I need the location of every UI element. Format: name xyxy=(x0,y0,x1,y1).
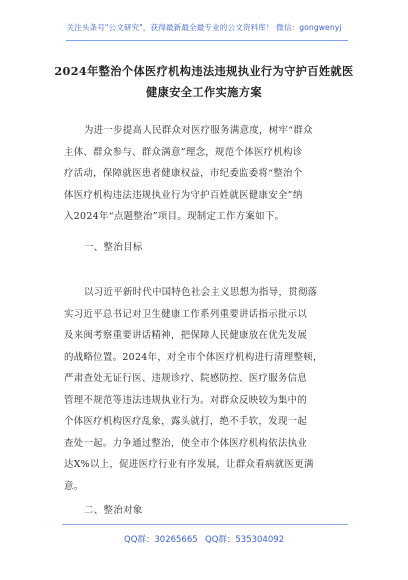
paragraph-line: 意。 xyxy=(64,480,84,492)
paragraph-line: 达X%以上，促进医疗行业有序发展，让群众看病就医更满 xyxy=(64,459,314,470)
paragraph-line: 以习近平新时代中国特色社会主义思想为指导，贯彻落 xyxy=(84,287,318,298)
paragraph-line: 为进一步提高人民群众对医疗服务满意度，树牢“群众 xyxy=(84,125,313,136)
footer-qq-group-2: QQ群：535304092 xyxy=(205,535,285,545)
section-heading-goals: 一、整治目标 xyxy=(84,242,143,253)
paragraph-line: 个体医疗机构医疗乱象，露头就打，绝不手软，发现一起 xyxy=(64,416,308,427)
paragraph-line: 疗活动，保障就医患者健康权益，市纪委监委将“整治个 xyxy=(64,168,303,179)
document-title-line-1: 2024年整治个体医疗机构违法违规执业行为守护百姓就医 xyxy=(54,64,354,78)
section-heading-targets: 二、整治对象 xyxy=(84,505,143,516)
footer-divider xyxy=(62,524,348,525)
paragraph-line: 主体、群众参与、群众满意”理念，规范个体医疗机构诊 xyxy=(64,146,303,158)
paragraph-line: 查处一起。力争通过整治，使全市个体医疗机构依法执业 xyxy=(64,437,308,449)
document-title-line-2: 健康安全工作实施方案 xyxy=(146,85,262,99)
paragraph-line: 管理不规范等违法违规执业行为。对群众反映较为集中的 xyxy=(64,394,308,406)
paragraph-line: 的战略位置。2024年，对全市个体医疗机构进行清理整顿， xyxy=(64,351,323,363)
intro-paragraph xyxy=(64,120,350,228)
paragraph-line: 严肃查处无证行医、违规诊疗、院感防控、医疗服务信息 xyxy=(64,373,308,384)
goals-paragraph xyxy=(64,282,350,497)
paragraph-line: 实习近平总书记对卫生健康工作系列重要讲话指示批示以 xyxy=(64,308,308,320)
footer-qq-group-1: QQ群：30265665 xyxy=(124,535,198,545)
paragraph-line: 及来闽考察重要讲话精神，把保障人民健康放在优先发展 xyxy=(64,330,308,341)
header-note: 关注头条号"公文研究"，获得最新最全最专业的公文资料库！ 微信：gongwenyj xyxy=(66,23,342,32)
header-divider xyxy=(66,40,348,41)
paragraph-line: 体医疗机构违法违规执业行为守护百姓就医健康安全”纳 xyxy=(64,189,303,201)
paragraph-line: 入2024年“点题整治”项目。现制定工作方案如下。 xyxy=(64,211,285,222)
